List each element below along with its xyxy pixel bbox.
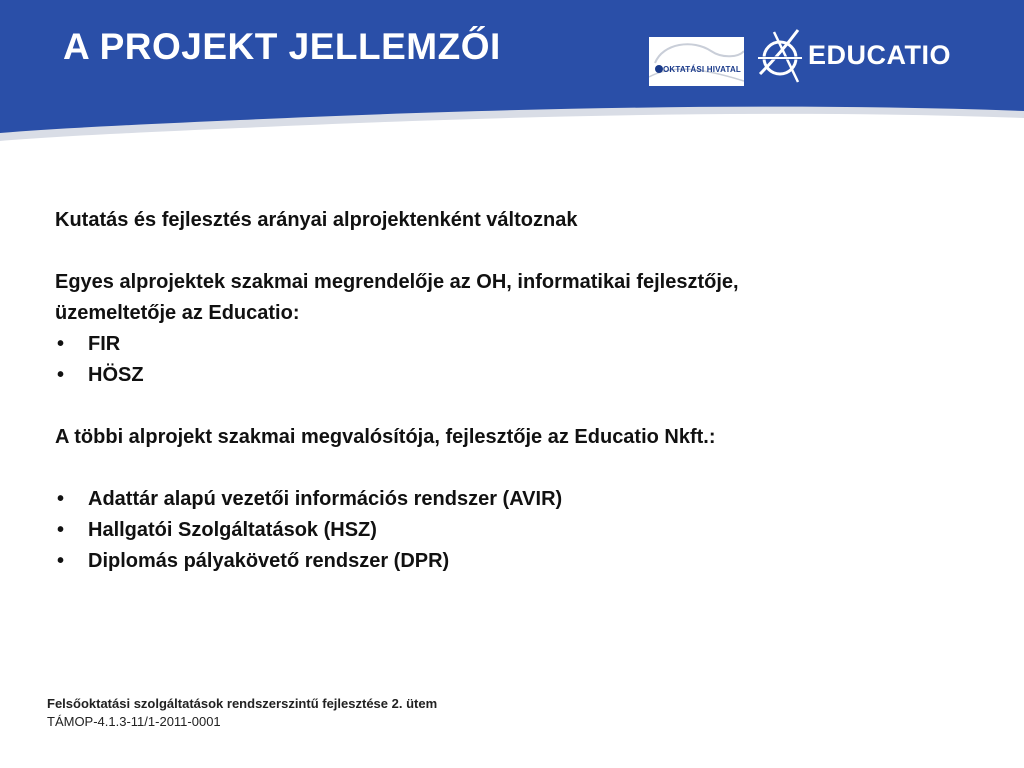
list-item (55, 484, 975, 515)
list-item-text: Hallgatói Szolgáltatások (HSZ) (88, 519, 377, 541)
list-item-text: FIR (88, 333, 121, 355)
bullet-icon: • (57, 488, 65, 510)
slide-title: A PROJEKT JELLEMZŐI (63, 26, 501, 67)
list-item (55, 546, 975, 577)
slide-footer (47, 695, 437, 731)
educatio-logo-text: EDUCATIO (808, 40, 951, 70)
bullet-icon: • (57, 333, 65, 355)
list-item (55, 360, 975, 391)
paragraph-educatio: A többi alprojekt szakmai megvalósítója, fejlesztője az Educatio Nkft.: (55, 426, 716, 448)
list-item (55, 515, 975, 546)
slide-body (55, 205, 975, 577)
oh-subproject-list (55, 329, 975, 391)
footer-project-code: TÁMOP-4.1.3-11/1-2011-0001 (47, 714, 221, 729)
bullet-icon: • (57, 519, 65, 541)
footer-project-name: Felsőoktatási szolgáltatások rendszerszintű fejlesztése 2. ütem (47, 696, 438, 711)
list-item-text: Adattár alapú vezetői információs rendszer (AVIR) (88, 488, 563, 510)
list-item (55, 329, 975, 360)
list-item-text: Diplomás pályakövető rendszer (DPR) (88, 550, 450, 572)
bullet-icon: • (57, 550, 65, 572)
paragraph-research-ratio: Kutatás és fejlesztés arányai alprojektenként változnak (55, 209, 578, 231)
list-item-text: HÖSZ (88, 364, 144, 386)
oh-logo-text: OKTATÁSI HIVATAL (663, 65, 742, 74)
paragraph-oh-line2: üzemeltetője az Educatio: (55, 302, 300, 324)
educatio-subproject-list (55, 484, 975, 577)
bullet-icon: • (57, 364, 65, 386)
header-band (0, 0, 1024, 145)
educatio-emblem-icon (752, 24, 808, 86)
paragraph-oh-line1: Egyes alprojektek szakmai megrendelője az OH, informatikai fejlesztője, (55, 271, 739, 293)
oktatasi-hivatal-logo (649, 37, 744, 86)
